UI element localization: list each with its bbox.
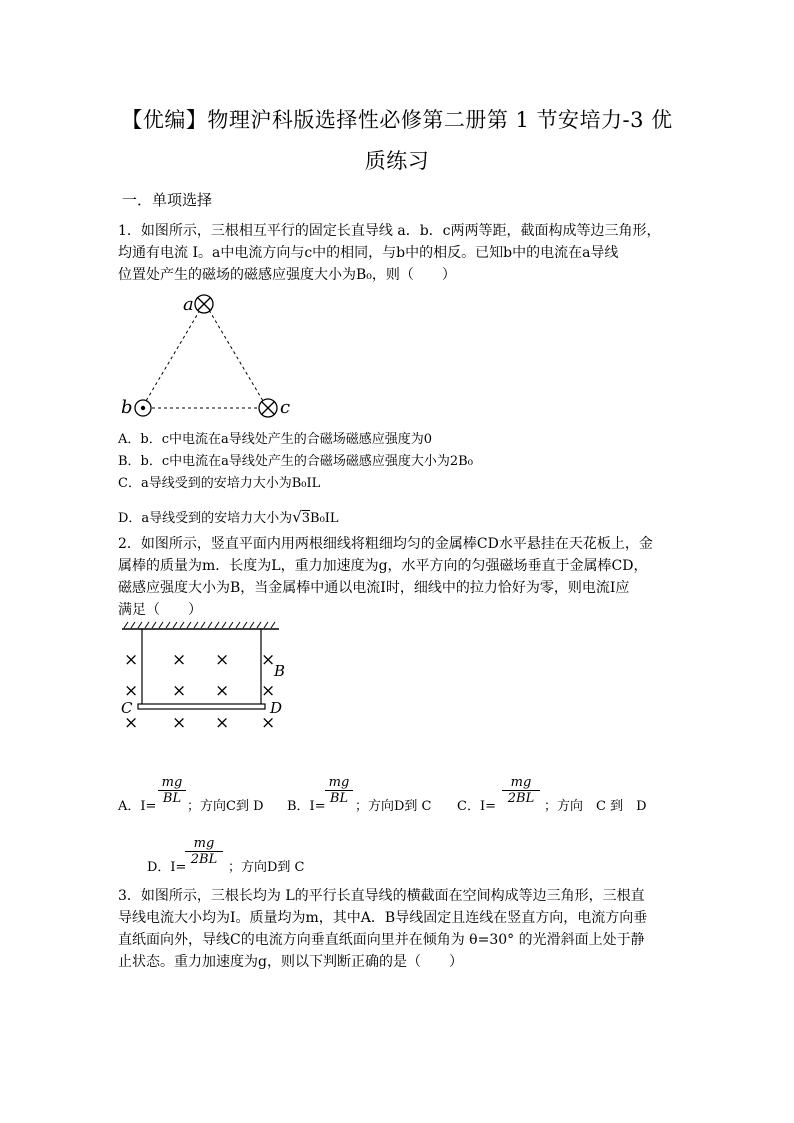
q2-option-a-prefix: A．I= — [118, 799, 157, 814]
q2-option-b-fraction — [325, 775, 353, 807]
field-cross-icon: × — [215, 681, 230, 701]
field-cross-icon: × — [261, 681, 276, 701]
q1-line-2: 均通有电流 I。a中电流方向与c中的相同，与b中的相反。已知b中的电流在a导线 — [118, 245, 619, 261]
q2-option-b-suffix: ；方向D到 C — [355, 799, 432, 814]
label-b: b — [121, 397, 133, 418]
label-c: C — [121, 699, 133, 717]
q1-option-d — [118, 506, 339, 530]
q1-option-a: A．b．c中电流在a导线处产生的合磁场磁感应强度为0 — [118, 432, 433, 447]
field-cross-icon: × — [215, 650, 230, 670]
field-cross-icon: × — [172, 681, 187, 701]
q1-option-b: B．b．c中电流在a导线处产生的合磁场磁感应强度大小为2B₀ — [118, 454, 473, 469]
field-cross-icon: × — [124, 650, 139, 670]
q2-option-a-fraction — [158, 775, 186, 807]
q2-rod-figure — [118, 620, 298, 735]
page-title: 【优编】物理沪科版选择性必修第二册第 1 节安培力-3 优 — [121, 108, 673, 132]
q2-option-c-fraction — [502, 775, 540, 807]
field-cross-icon: × — [261, 713, 276, 733]
q1-option-d-prefix: D．a导线受到的安培力大小为 — [118, 511, 293, 526]
q2-option-a-suffix: ；方向C到 D — [187, 799, 264, 814]
field-cross-icon: × — [172, 650, 187, 670]
q2-line-4: 满足（ ） — [118, 602, 202, 618]
metal-rod-cd — [138, 704, 265, 709]
ceiling-hatch — [124, 622, 275, 628]
q3-line-2: 导线电流大小均为I。质量均为m，其中A．B导线固定且连线在竖直方向，电流方向垂 — [118, 910, 648, 926]
q2-option-a-den: BL — [162, 791, 182, 806]
q2-line-3: 磁感应强度大小为B，当金属棒中通以电流I时，细线中的拉力恰好为零，则电流I应 — [118, 580, 630, 596]
wire-b-out-of-page-icon — [135, 400, 151, 416]
q2-option-d-prefix: D．I= — [147, 860, 187, 875]
wire-a-into-page-icon — [195, 295, 213, 313]
wire-c-into-page-icon — [259, 399, 277, 417]
q1-option-d-radical: 3 — [301, 511, 311, 526]
q2-line-2: 属棒的质量为m．长度为L，重力加速度为g，水平方向的匀强磁场垂直于金属棒CD， — [118, 558, 648, 574]
q2-option-b-den: BL — [329, 791, 349, 806]
q1-option-c: C．a导线受到的安培力大小为B₀IL — [118, 476, 321, 491]
q2-option-b-prefix: B．I= — [287, 799, 326, 814]
q2-option-a-num: mg — [158, 775, 186, 791]
label-a: a — [183, 294, 194, 315]
q2-option-c-num: mg — [502, 775, 540, 791]
q2-option-b-num: mg — [325, 775, 353, 791]
label-c: c — [280, 397, 291, 418]
q3-line-3: 直纸面向外，导线C的电流方向垂直纸面向里并在倾角为 θ=30° 的光滑斜面上处于静 — [118, 932, 645, 948]
field-cross-icon: × — [261, 650, 276, 670]
page-title-line2: 质练习 — [364, 149, 430, 173]
sqrt-icon: √ — [292, 508, 302, 526]
q3-line-4: 止状态。重力加速度为g，则以下判断正确的是（ ） — [118, 954, 463, 970]
q1-line-1: 1．如图所示，三根相互平行的固定长直导线 a．b．c两两等距，截面构成等边三角形， — [118, 223, 661, 239]
q2-option-c-den: 2BL — [507, 791, 535, 806]
q1-line-3: 位置处产生的磁场的磁感应强度大小为B₀，则（ ） — [118, 267, 456, 283]
field-cross-icon: × — [172, 713, 187, 733]
field-cross-icon: × — [124, 681, 139, 701]
label-field-b: B — [274, 662, 286, 680]
q2-option-d-den: 2BL — [190, 852, 218, 867]
q2-option-c-prefix: C．I= — [457, 799, 496, 814]
q2-line-1: 2．如图所示，竖直平面内用两根细线将粗细均匀的金属棒CD水平悬挂在天花板上，金 — [118, 536, 653, 552]
section-heading: 一．单项选择 — [122, 191, 213, 209]
q2-option-c-suffix: ；方向 C 到 D — [544, 799, 647, 814]
q2-option-d-num: mg — [185, 836, 223, 852]
label-d: D — [270, 699, 283, 717]
q3-line-1: 3．如图所示，三根长均为 L的平行长直导线的横截面在空间构成等边三角形，三根直 — [118, 888, 645, 904]
field-cross-icon: × — [124, 713, 139, 733]
q2-option-d-suffix: ；方向D到 C — [228, 860, 305, 875]
q1-option-d-suffix: B₀IL — [310, 511, 339, 526]
field-cross-icon: × — [215, 713, 230, 733]
q2-option-d-fraction — [185, 836, 223, 868]
q1-triangle-figure — [110, 285, 310, 425]
